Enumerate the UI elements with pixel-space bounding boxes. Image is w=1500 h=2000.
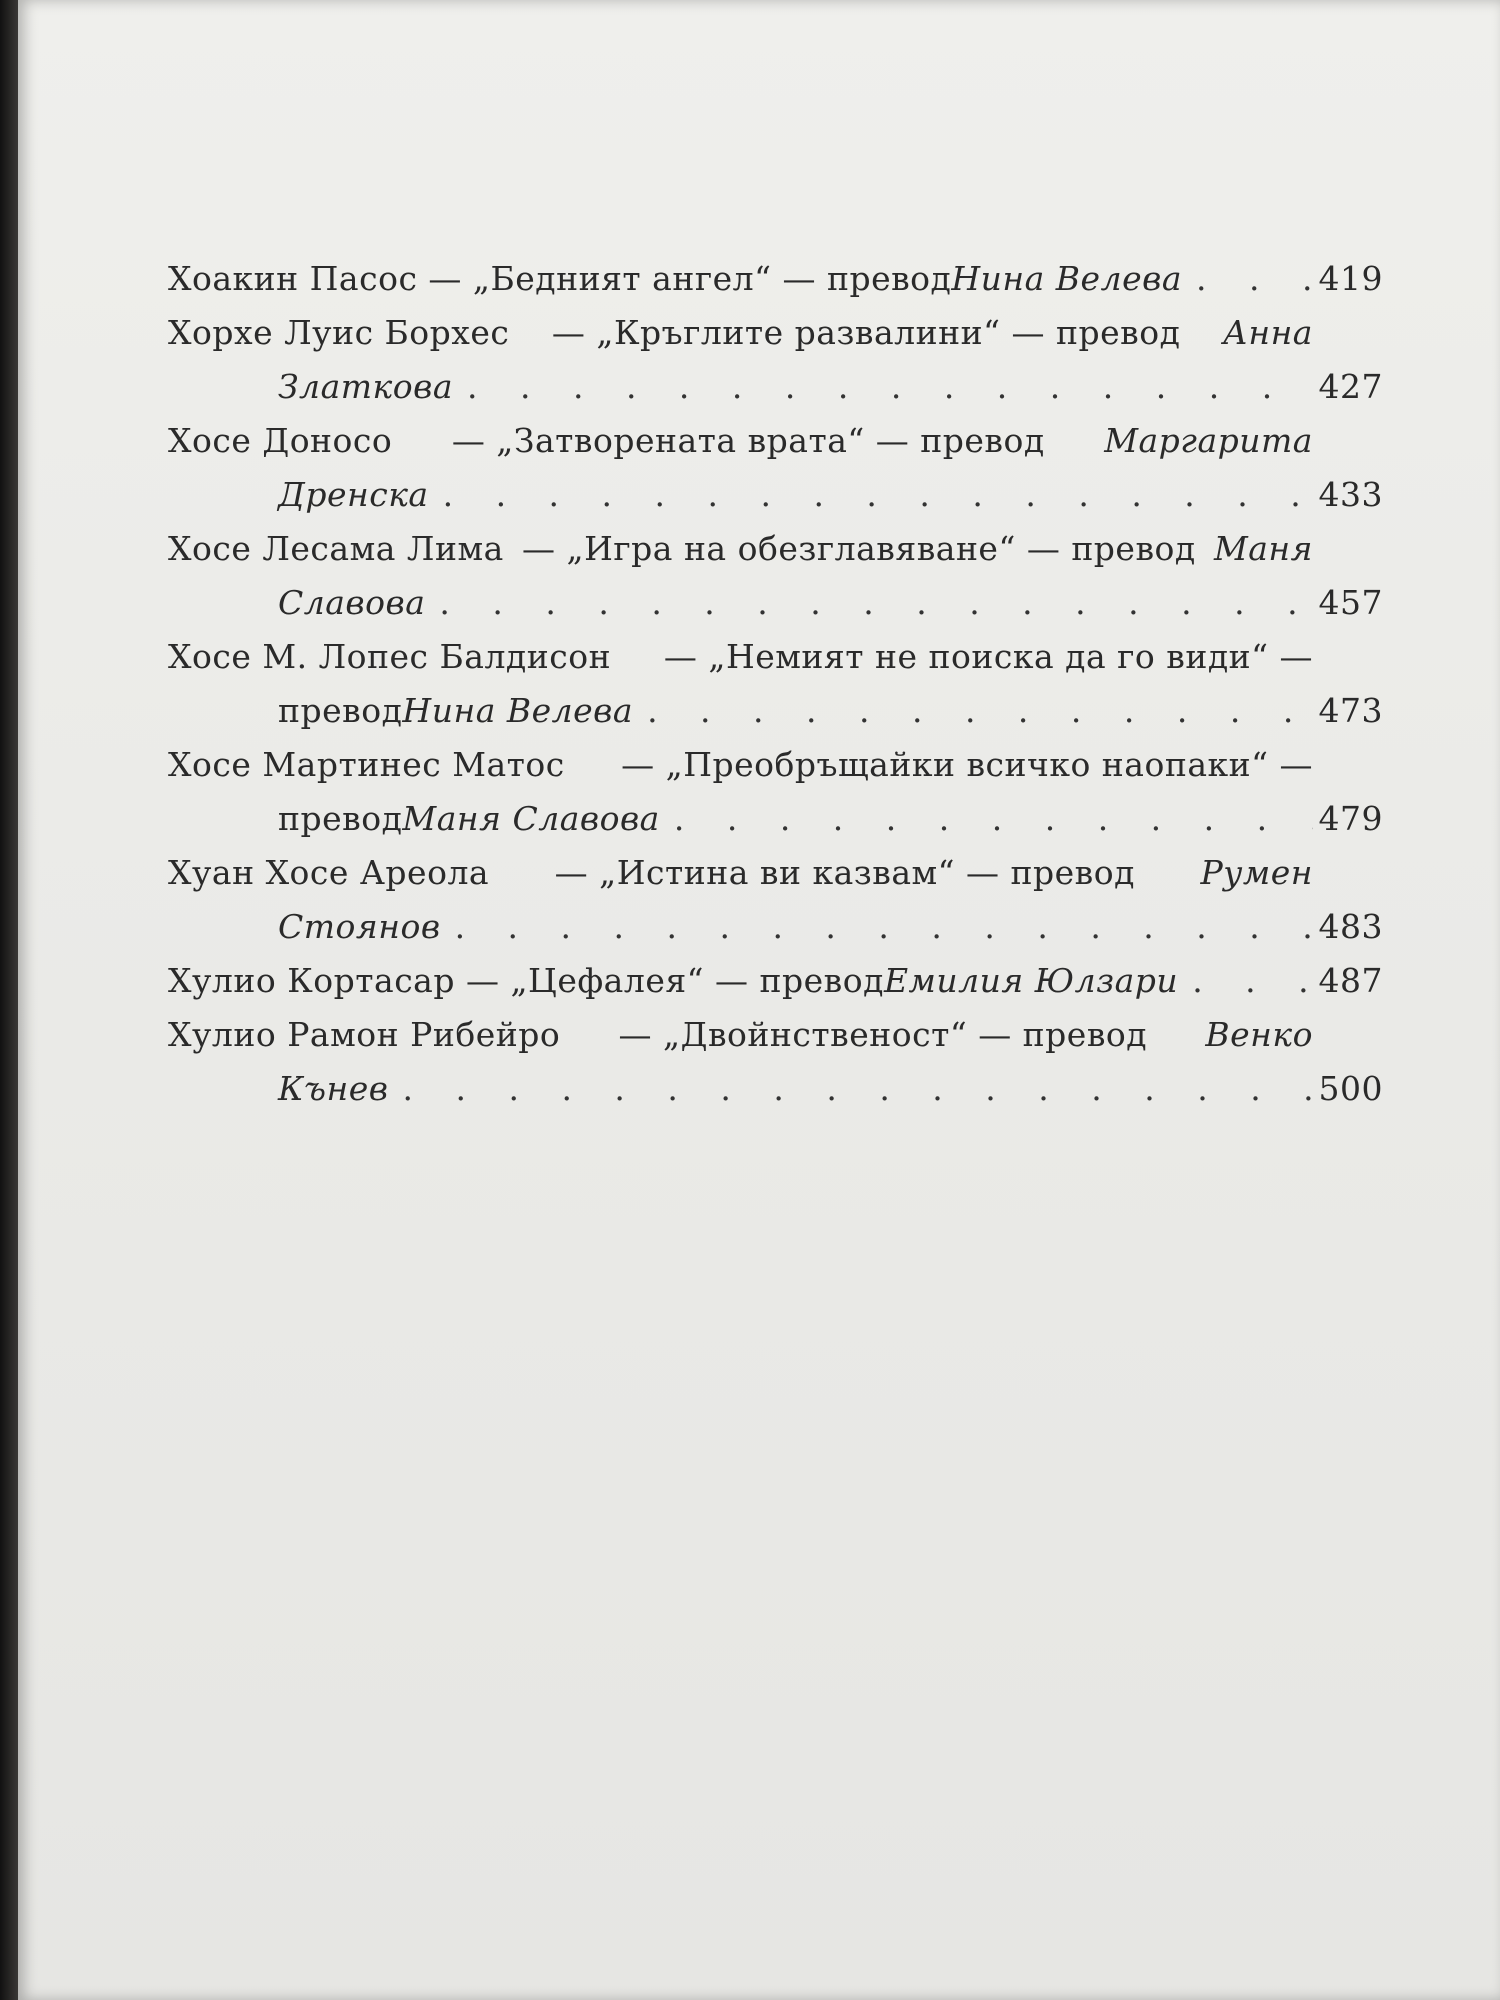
- toc-line: [168, 252, 1383, 306]
- toc-line: [168, 1008, 1383, 1062]
- page-number: 419: [1318, 259, 1383, 298]
- dot-leader: [633, 684, 1313, 738]
- page-number: 457: [1318, 583, 1383, 622]
- translator-name: Нина Велева: [402, 691, 634, 730]
- toc-line: [168, 306, 1383, 360]
- toc-line: [168, 684, 1383, 738]
- toc-entry: [168, 414, 1383, 522]
- translation-label: превод: [278, 691, 403, 730]
- dot-leader: [453, 360, 1313, 414]
- page-number: 427: [1318, 367, 1383, 406]
- translator-name: Анна: [1222, 313, 1313, 352]
- page-number: 483: [1318, 907, 1383, 946]
- toc-line: [168, 576, 1383, 630]
- translator-name: Златкова: [278, 367, 453, 406]
- toc-line: [168, 954, 1383, 1008]
- translator-name: Дренска: [278, 475, 429, 514]
- dot-leader: [441, 900, 1313, 954]
- translator-name: Нина Велева: [951, 259, 1183, 298]
- translator-name: Емилия Юлзари: [883, 961, 1179, 1000]
- dot-leader: [1182, 252, 1313, 306]
- toc-entry: [168, 522, 1383, 630]
- story-title: — „Двойнственост“ — превод: [618, 1015, 1148, 1054]
- author-name: Хосе М. Лопес Балдисон: [168, 637, 612, 676]
- author-name: Хуан Хосе Ареола: [168, 853, 490, 892]
- dot-leader: [425, 576, 1313, 630]
- toc-line: [168, 360, 1383, 414]
- translator-name: Славова: [278, 583, 426, 622]
- author-name: Хосе Лесама Лима: [168, 529, 504, 568]
- translator-name: Стоянов: [278, 907, 441, 946]
- toc-line: [168, 900, 1383, 954]
- page-number: 479: [1318, 799, 1383, 838]
- toc-line: [168, 522, 1383, 576]
- page-number: 500: [1318, 1069, 1383, 1108]
- toc-line: [168, 630, 1383, 684]
- toc-line: [168, 738, 1383, 792]
- story-title: — „Истина ви казвам“ — превод: [554, 853, 1135, 892]
- toc-line: [168, 792, 1383, 846]
- story-title: — „Кръглите развалини“ — превод: [551, 313, 1181, 352]
- toc-entry: [168, 738, 1383, 846]
- justified-line: [168, 414, 1313, 468]
- translator-name: Маня: [1213, 529, 1313, 568]
- justified-line: [168, 630, 1313, 684]
- justified-line: [168, 1008, 1313, 1062]
- dot-leader: [1178, 954, 1313, 1008]
- translation-label: превод: [278, 799, 403, 838]
- toc-line: [168, 846, 1383, 900]
- dot-leader: [660, 792, 1313, 846]
- justified-line: [168, 846, 1313, 900]
- author-name: Хорхе Луис Борхес: [168, 313, 510, 352]
- translator-name: Венко: [1205, 1015, 1313, 1054]
- toc-entry-text: Хоакин Пасос — „Бедният ангел“ — превод: [168, 259, 952, 298]
- dot-leader: [429, 468, 1313, 522]
- page-number: 473: [1318, 691, 1383, 730]
- justified-line: [168, 738, 1313, 792]
- table-of-contents: [168, 252, 1383, 1116]
- toc-entry: [168, 1008, 1383, 1116]
- dot-leader: [389, 1062, 1313, 1116]
- toc-entry: [168, 306, 1383, 414]
- page-number: 433: [1318, 475, 1383, 514]
- toc-line: [168, 414, 1383, 468]
- toc-entry: [168, 252, 1383, 306]
- story-title: — „Немият не поиска да го види“ —: [663, 637, 1313, 676]
- justified-line: [168, 306, 1313, 360]
- author-name: Хулио Рамон Рибейро: [168, 1015, 561, 1054]
- book-page: [18, 0, 1500, 2000]
- story-title: — „Затворената врата“ — превод: [451, 421, 1045, 460]
- author-name: Хосе Мартинес Матос: [168, 745, 565, 784]
- toc-entry-text: Хулио Кортасар — „Цефалея“ — превод: [168, 961, 884, 1000]
- translator-name: Маня Славова: [402, 799, 660, 838]
- toc-entry: [168, 954, 1383, 1008]
- justified-line: [168, 522, 1313, 576]
- translator-name: Кънев: [278, 1069, 389, 1108]
- toc-entry: [168, 630, 1383, 738]
- story-title: — „Преобръщайки всичко наопаки“ —: [621, 745, 1313, 784]
- toc-entry: [168, 846, 1383, 954]
- author-name: Хосе Доносо: [168, 421, 393, 460]
- translator-name: Румен: [1200, 853, 1313, 892]
- toc-line: [168, 468, 1383, 522]
- translator-name: Маргарита: [1104, 421, 1313, 460]
- story-title: — „Игра на обезглавяване“ — превод: [522, 529, 1196, 568]
- book-spine-shadow: [0, 0, 18, 2000]
- page-number: 487: [1318, 961, 1383, 1000]
- toc-line: [168, 1062, 1383, 1116]
